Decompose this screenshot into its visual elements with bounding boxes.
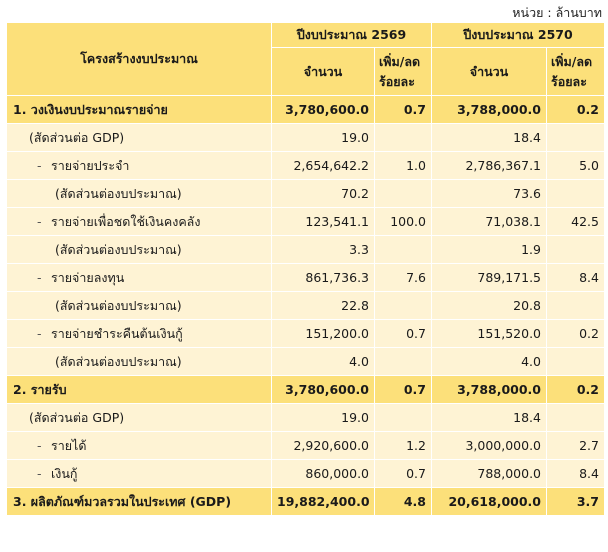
amount-2569: 4.0: [272, 348, 375, 376]
table-row: [7, 208, 605, 236]
amount-2569: 3.3: [272, 236, 375, 264]
row-label: (สัดส่วนต่องบประมาณ): [7, 180, 272, 208]
amount-2570: 4.0: [432, 348, 547, 376]
amount-2569: 2,920,600.0: [272, 432, 375, 460]
amount-2570: 18.4: [432, 124, 547, 152]
amount-2570: 788,000.0: [432, 460, 547, 488]
row-label: (สัดส่วนต่อ GDP): [7, 404, 272, 432]
dash-marker: -: [37, 157, 42, 173]
change-2569: 0.7: [375, 460, 432, 488]
amount-2570: 789,171.5: [432, 264, 547, 292]
row-label: 2. รายรับ: [7, 376, 272, 404]
table-row: [7, 152, 605, 180]
change-2570: [547, 404, 605, 432]
amount-2569: 19.0: [272, 404, 375, 432]
table-row: [7, 292, 605, 320]
table-row: [7, 236, 605, 264]
amount-2570: 3,788,000.0: [432, 96, 547, 124]
change-2570: 2.7: [547, 432, 605, 460]
change-2570: [547, 124, 605, 152]
row-label: - รายจ่ายเพื่อชดใช้เงินคงคลัง: [7, 208, 272, 236]
table-row: [7, 180, 605, 208]
change-2570: [547, 348, 605, 376]
amount-2570: 20.8: [432, 292, 547, 320]
change-2569: 7.6: [375, 264, 432, 292]
amount-2570: 1.9: [432, 236, 547, 264]
amount-2570: 18.4: [432, 404, 547, 432]
amount-header-2570: จำนวน: [432, 48, 547, 96]
row-label: (สัดส่วนต่องบประมาณ): [7, 236, 272, 264]
change-2569: [375, 124, 432, 152]
amount-header-2569: จำนวน: [272, 48, 375, 96]
change-2569: 100.0: [375, 208, 432, 236]
dash-marker: -: [37, 269, 42, 285]
change-header-2570: เพิ่ม/ลด ร้อยละ: [547, 48, 605, 96]
change-2569: 0.7: [375, 376, 432, 404]
amount-2569: 3,780,600.0: [272, 96, 375, 124]
amount-2569: 70.2: [272, 180, 375, 208]
row-label: - รายจ่ายลงทุน: [7, 264, 272, 292]
structure-header: โครงสร้างงบประมาณ: [7, 23, 272, 96]
amount-2570: 73.6: [432, 180, 547, 208]
change-2570: [547, 236, 605, 264]
amount-2569: 2,654,642.2: [272, 152, 375, 180]
table-row: [7, 460, 605, 488]
change-2569: [375, 236, 432, 264]
row-label: - รายจ่ายชำระคืนต้นเงินกู้: [7, 320, 272, 348]
table-row: [7, 320, 605, 348]
change-2570: 42.5: [547, 208, 605, 236]
row-label: (สัดส่วนต่องบประมาณ): [7, 348, 272, 376]
row-label: - รายได้: [7, 432, 272, 460]
table-row: [7, 348, 605, 376]
year-2570-header: ปีงบประมาณ 2570: [432, 23, 605, 48]
change-2569: 0.7: [375, 320, 432, 348]
table-row: [7, 96, 605, 124]
change-2570: 0.2: [547, 320, 605, 348]
dash-marker: -: [37, 325, 42, 341]
change-2570: 8.4: [547, 460, 605, 488]
amount-2570: 71,038.1: [432, 208, 547, 236]
change-2570: 5.0: [547, 152, 605, 180]
change-2570: 0.2: [547, 376, 605, 404]
dash-marker: -: [37, 437, 42, 453]
dash-marker: -: [37, 465, 42, 481]
amount-2569: 3,780,600.0: [272, 376, 375, 404]
amount-2569: 123,541.1: [272, 208, 375, 236]
table-row: [7, 124, 605, 152]
change-2569: [375, 404, 432, 432]
amount-2569: 151,200.0: [272, 320, 375, 348]
table-row: [7, 432, 605, 460]
change-2569: 0.7: [375, 96, 432, 124]
change-2569: [375, 348, 432, 376]
amount-2570: 3,000,000.0: [432, 432, 547, 460]
amount-2570: 151,520.0: [432, 320, 547, 348]
amount-2569: 19.0: [272, 124, 375, 152]
change-2569: [375, 180, 432, 208]
row-label: - เงินกู้: [7, 460, 272, 488]
row-label: 1. วงเงินงบประมาณรายจ่าย: [7, 96, 272, 124]
row-label: (สัดส่วนต่อ GDP): [7, 124, 272, 152]
unit-label: หน่วย : ล้านบาท: [512, 5, 602, 20]
change-2569: 1.2: [375, 432, 432, 460]
change-2569: 4.8: [375, 488, 432, 516]
change-2570: [547, 292, 605, 320]
table-row: [7, 264, 605, 292]
amount-2570: 2,786,367.1: [432, 152, 547, 180]
amount-2570: 20,618,000.0: [432, 488, 547, 516]
amount-2569: 22.8: [272, 292, 375, 320]
change-2570: 0.2: [547, 96, 605, 124]
amount-2569: 19,882,400.0: [272, 488, 375, 516]
row-label: (สัดส่วนต่องบประมาณ): [7, 292, 272, 320]
change-2569: [375, 292, 432, 320]
table-row: [7, 404, 605, 432]
amount-2569: 860,000.0: [272, 460, 375, 488]
amount-2570: 3,788,000.0: [432, 376, 547, 404]
amount-2569: 861,736.3: [272, 264, 375, 292]
dash-marker: -: [37, 213, 42, 229]
row-label: 3. ผลิตภัณฑ์มวลรวมในประเทศ (GDP): [7, 488, 272, 516]
change-2570: 8.4: [547, 264, 605, 292]
table-row: [7, 488, 605, 516]
change-2570: 3.7: [547, 488, 605, 516]
budget-table: [6, 22, 605, 516]
table-row: [7, 376, 605, 404]
change-header-2569: เพิ่ม/ลด ร้อยละ: [375, 48, 432, 96]
year-2569-header: ปีงบประมาณ 2569: [272, 23, 432, 48]
change-2569: 1.0: [375, 152, 432, 180]
row-label: - รายจ่ายประจำ: [7, 152, 272, 180]
change-2570: [547, 180, 605, 208]
